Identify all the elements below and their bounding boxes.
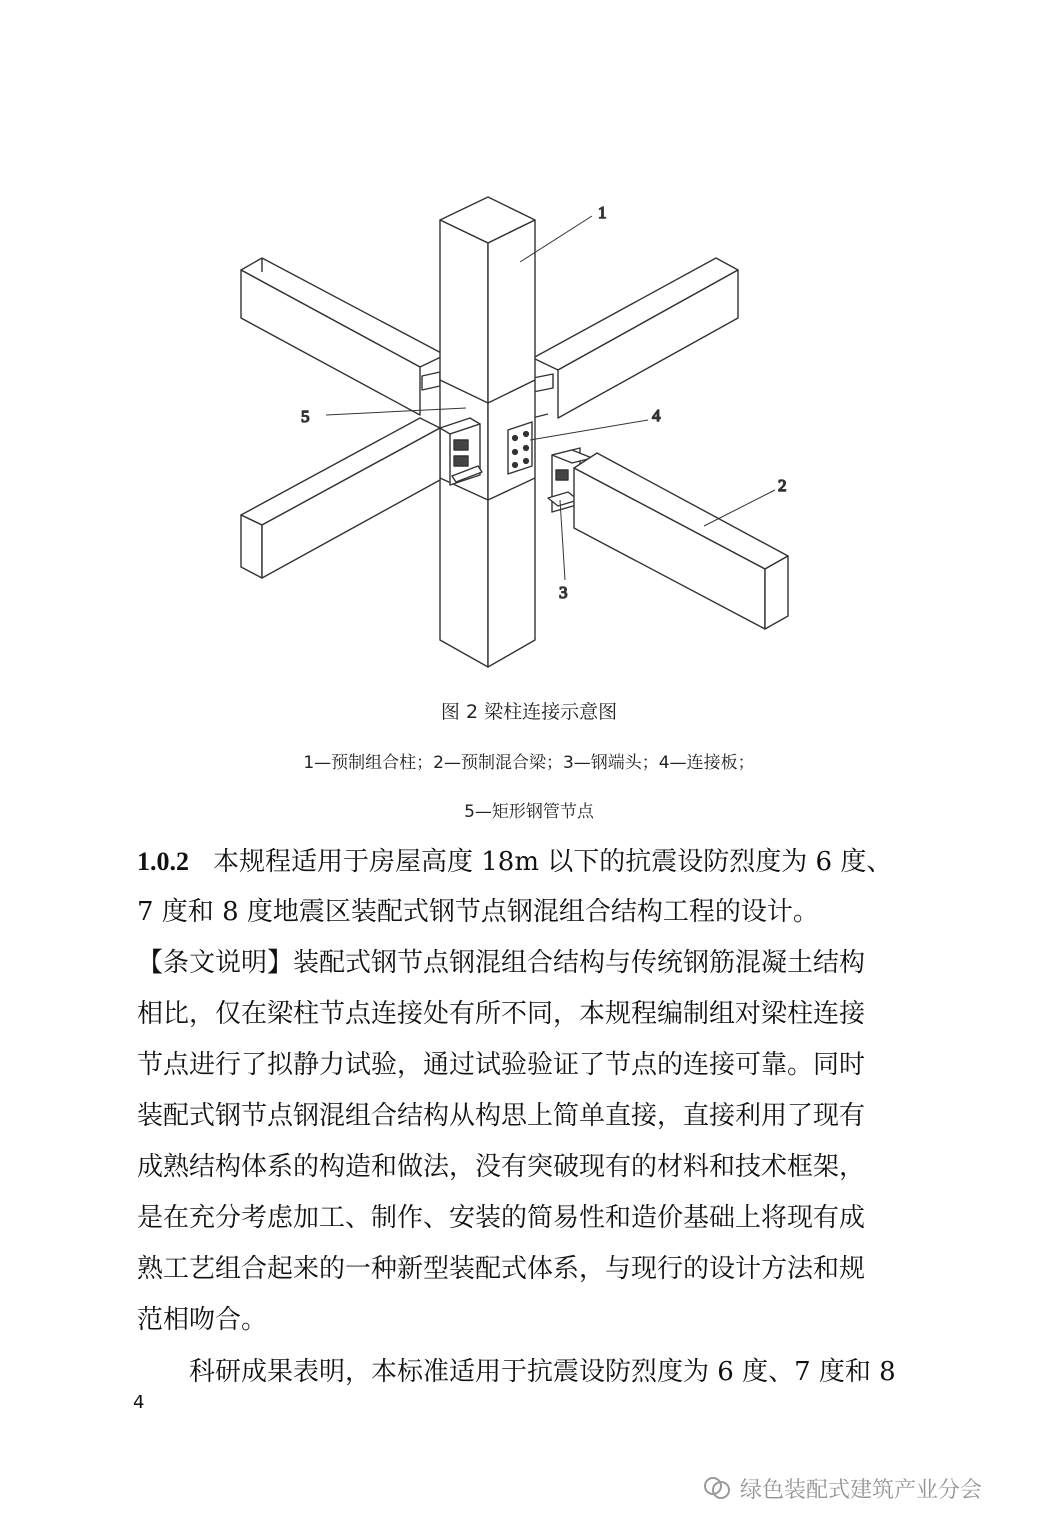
wechat-channel-icon — [702, 1473, 732, 1503]
clause-text-1: 本规程适用于房屋高度 18m 以下的抗震设防烈度为 6 度、 — [213, 847, 893, 877]
watermark-text: 绿色装配式建筑产业分会 — [740, 1477, 983, 1503]
clause-line-1 — [137, 836, 927, 887]
clause-number: 1.0.2 — [137, 847, 189, 876]
note-line-5: 成熟结构体系的构造和做法，没有突破现有的材料和技术框架， — [137, 1152, 866, 1182]
note-line-2: 相比，仅在梁柱节点连接处有所不同，本规程编制组对梁柱连接 — [137, 999, 866, 1029]
figure-caption-title: 图 2 梁柱连接示意图 — [440, 701, 618, 723]
callout-1: 1 — [598, 203, 607, 222]
note-line-4: 装配式钢节点钢混组合结构从构思上简单直接，直接利用了现有 — [137, 1101, 866, 1131]
note-line-6: 是在充分考虑加工、制作、安装的简易性和造价基础上将现有成 — [137, 1203, 866, 1233]
callout-2: 2 — [778, 476, 787, 495]
connection-plate — [508, 422, 532, 474]
clause-1-0-2 — [137, 836, 927, 938]
precast-hybrid-beam-back-left — [241, 258, 445, 415]
clause-line-2: 7 度和 8 度地震区装配式钢节点钢混组合结构工程的设计。 — [137, 897, 819, 927]
figure-legend-line2: 5—矩形钢管节点 — [464, 802, 594, 822]
callout-3: 3 — [559, 583, 568, 602]
watermark — [702, 1470, 982, 1506]
note-line-8: 范相吻合。 — [137, 1305, 268, 1335]
figure-legend-line1: 1—预制组合柱；2—预制混合梁；3—钢端头；4—连接板； — [303, 753, 755, 773]
callout-5: 5 — [301, 407, 310, 426]
research-paragraph — [137, 1347, 927, 1398]
note-line-1: 【条文说明】装配式钢节点钢混组合结构与传统钢筋混凝土结构 — [137, 948, 866, 978]
note-line-7: 熟工艺组合起来的一种新型装配式体系，与现行的设计方法和规 — [137, 1254, 866, 1284]
precast-hybrid-beam-front-right — [548, 448, 788, 629]
beam-column-connection-figure — [0, 0, 1058, 690]
research-line-1: 科研成果表明，本标准适用于抗震设防烈度为 6 度、7 度和 8 — [189, 1357, 896, 1387]
callout-4: 4 — [652, 406, 661, 425]
clause-commentary — [137, 938, 927, 1346]
note-line-3: 节点进行了拟静力试验，通过试验验证了节点的连接可靠。同时 — [137, 1050, 866, 1080]
page-number: 4 — [133, 1392, 145, 1413]
precast-hybrid-beam-back-right — [533, 258, 738, 418]
